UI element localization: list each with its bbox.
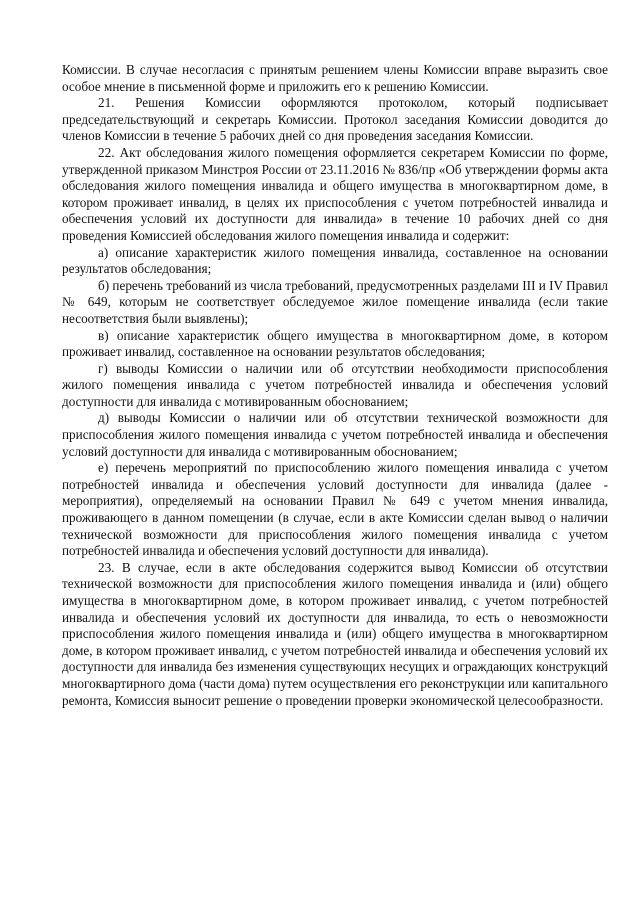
paragraph-22-a: а) описание характеристик жилого помещения инвалида, составленное на основании результатов обследования; <box>62 244 608 277</box>
paragraph-22-b: б) перечень требований из числа требований, предусмотренных разделами III и IV Правил № 649, которым не соответствует обследуемое жилое помещение инвалида (если такие несоответствия были выявлены); <box>62 277 608 326</box>
paragraph-22-d: д) выводы Комиссии о наличии или об отсутствии технической возможности для приспособления жилого помещения инвалида с учетом потребностей инвалида и обеспечения условий доступности для инвалида с мотивированным обоснованием; <box>62 410 608 459</box>
paragraph-22-v: в) описание характеристик общего имущества в многоквартирном доме, в котором проживает инвалид, составленное на основании результатов обследования; <box>62 327 608 360</box>
document-body <box>62 62 608 709</box>
paragraph-21: 21. Решения Комиссии оформляются протоколом, который подписывает председательствующий и секретарь Комиссии. Протокол заседания Комиссии доводится до членов Комиссии в течение 5 рабочих дней со дня проведения заседания Комиссии. <box>62 95 608 144</box>
paragraph-22-e: е) перечень мероприятий по приспособлению жилого помещения инвалида с учетом потребностей инвалида и обеспечения условий доступности для инвалида (далее - мероприятия), определяемый на основании Правил № 649 с учетом мнения инвалида, проживающего в данном помещении (в случае, если в акте Комиссии сделан вывод о наличии технической возможности для приспособления жилого помещения инвалида с учетом потребностей инвалида и обеспечения условий доступности для инвалида). <box>62 460 608 559</box>
paragraph-22-g: г) выводы Комиссии о наличии или об отсутствии необходимости приспособления жилого помещения инвалида с учетом потребностей инвалида и обеспечения условий доступности для инвалида с мотивированным обоснованием; <box>62 360 608 409</box>
paragraph-22: 22. Акт обследования жилого помещения оформляется секретарем Комиссии по форме, утвержденной приказом Минстроя России от 23.11.2016 № 836/пр «Об утверждении формы акта обследования жилого помещения инвалида и общего имущества в многоквартирном доме, в котором проживает инвалид, в целях их приспособления с учетом потребностей инвалида и обеспечения условий их доступности для инвалида» в течение 10 рабочих дней со дня проведения Комиссией обследования жилого помещения инвалида и содержит: <box>62 144 608 243</box>
paragraph-continuation: Комиссии. В случае несогласия с принятым решением члены Комиссии вправе выразить свое особое мнение в письменной форме и приложить его к решению Комиссии. <box>62 62 608 94</box>
paragraph-23: 23. В случае, если в акте обследования содержится вывод Комиссии об отсутствии технической возможности для приспособления жилого помещения инвалида и (или) общего имущества в многоквартирном доме, в котором проживает инвалид, с учетом потребностей инвалида и обеспечения условий их доступности для инвалида, то есть о невозможности приспособления жилого помещения инвалида и (или) общего имущества в многоквартирном доме, в котором проживает инвалид, с учетом потребностей инвалида и обеспечения условий их доступности для инвалида без изменения существующих несущих и ограждающих конструкций многоквартирного дома (части дома) путем осуществления его реконструкции или капитального ремонта, Комиссия выносит решение о проведении проверки экономической целесообразности. <box>62 559 608 708</box>
